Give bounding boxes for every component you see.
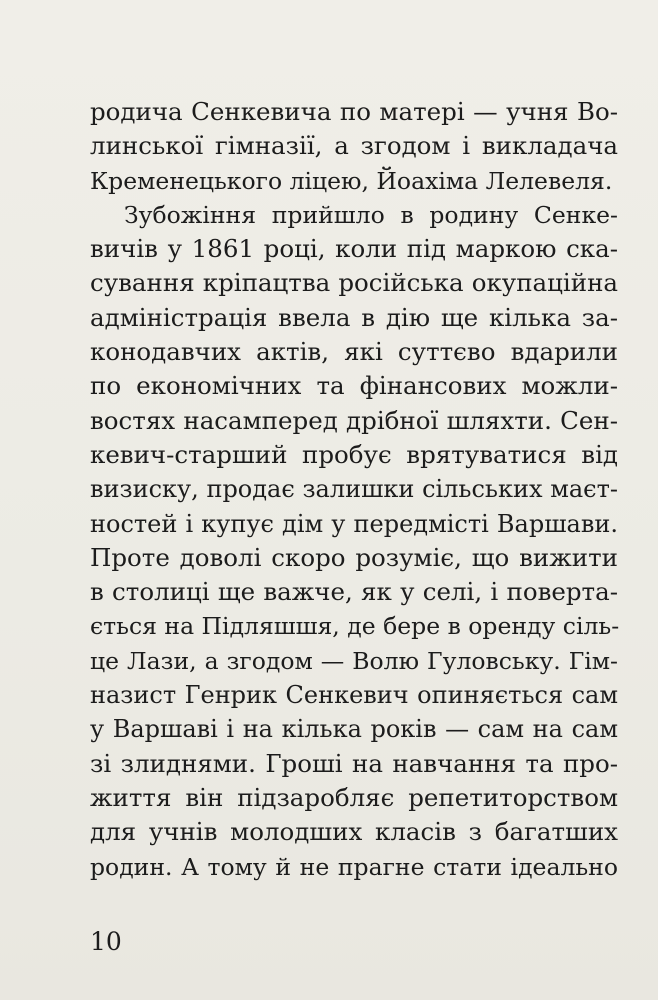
text-line: родин. А тому й не прагне стати ідеально (90, 852, 618, 881)
text-line: линської гімназії, а згодом і викладача (90, 131, 618, 161)
text-line: життя він підзаробляє репетиторством (90, 782, 618, 812)
text-line: сування кріпацтва російська окупаційна (90, 268, 618, 298)
text-line: конодавчих актів, які суттєво вдарили (90, 337, 618, 367)
body-text (90, 95, 618, 884)
text-line: у Варшаві і на кілька років — сам на сам (90, 715, 618, 744)
text-line: Кременецького ліцею, Йоахіма Лелевеля. (90, 166, 613, 195)
text-line: кевич-старший пробує врятуватися від (90, 439, 618, 469)
text-line: визиску, продає залишки сільських маєт- (90, 475, 618, 504)
text-line: в столиці ще важче, як у селі, і поверта- (90, 577, 618, 607)
text-line: для учнів молодших класів з багатших (90, 817, 618, 847)
text-line: Проте доволі скоро розуміє, що вижити (90, 542, 618, 572)
text-line: ється на Підляшшя, де бере в оренду сіль- (90, 612, 620, 641)
text-line: родича Сенкевича по матері — учня Во- (90, 97, 618, 126)
text-line: це Лази, а згодом — Волю Гуловську. Гім- (90, 646, 618, 675)
text-line: востях насамперед дрібної шляхти. Сен- (90, 405, 618, 435)
text-line: назист Генрик Сенкевич опиняється сам (90, 681, 618, 710)
page-number: 10 (90, 927, 122, 956)
text-line: Зубожіння прийшло в родину Сенке- (124, 200, 618, 229)
text-line: адміністрація ввела в дію ще кілька за- (90, 302, 618, 332)
text-line: вичів у 1861 році, коли під маркою ска- (90, 234, 618, 264)
text-line: зі злиднями. Гроші на навчання та про- (90, 748, 618, 778)
text-line: ностей і купує дім у передмісті Варшави. (90, 509, 618, 538)
text-line: по економічних та фінансових можли- (90, 371, 618, 401)
